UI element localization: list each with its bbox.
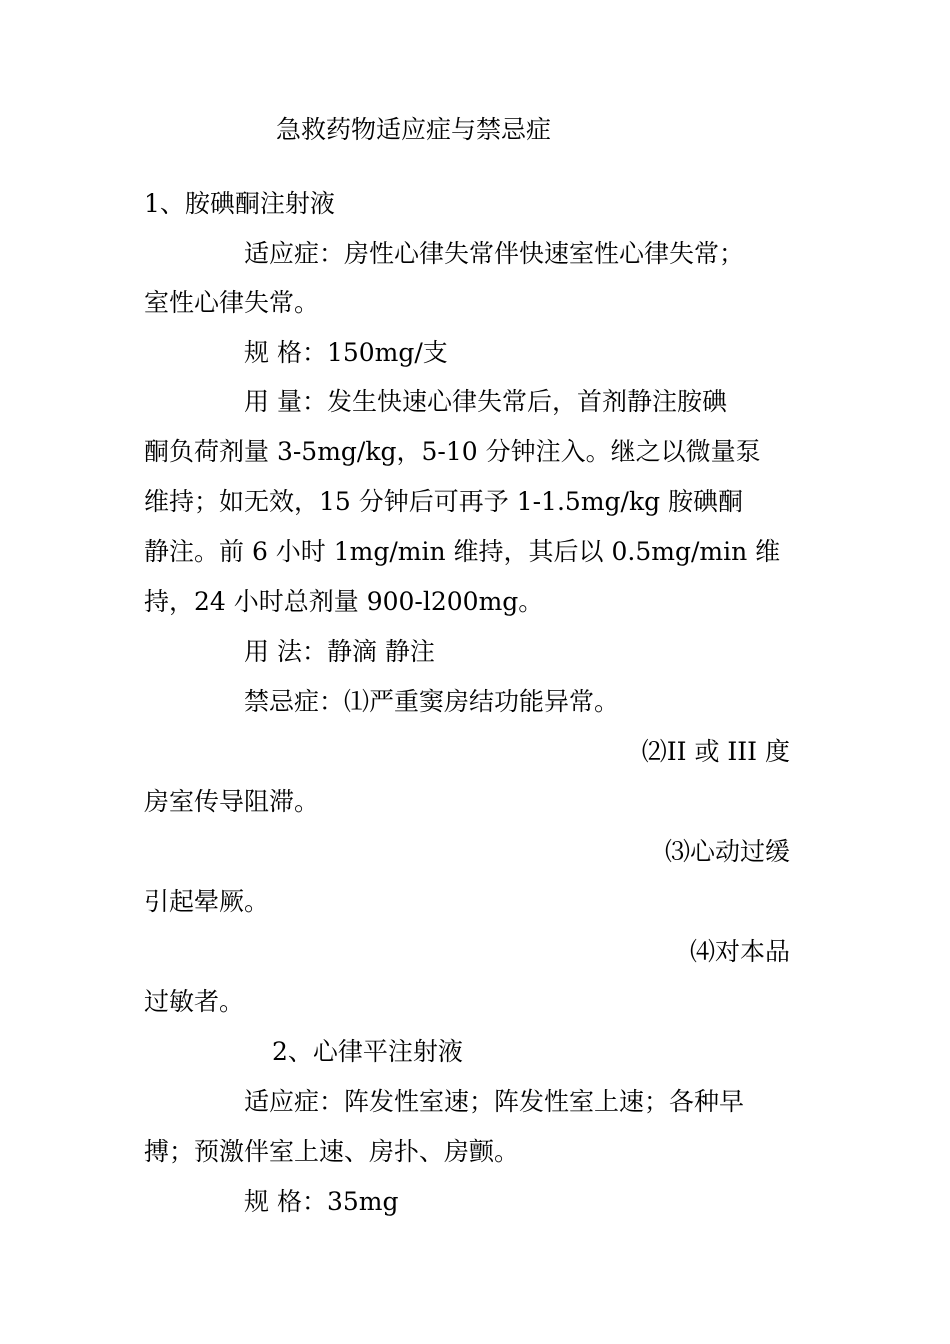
usage-line: 用 法：静滴 静注	[244, 637, 435, 666]
section-heading-propafenone: 2、心律平注射液	[272, 1037, 463, 1066]
dose-line-1: 用 量：发生快速心律失常后，首剂静注胺碘	[244, 387, 727, 416]
indication-line-1: 适应症：房性心律失常伴快速室性心律失常；	[244, 239, 745, 268]
contraindication-line-2b: 房室传导阻滞。	[144, 787, 320, 816]
contraindication-line-1: 禁忌症：⑴严重窦房结功能异常。	[244, 687, 620, 716]
contraindication-line-2a: ⑵II 或 III 度	[641, 737, 790, 766]
indication2-line-1: 适应症：阵发性室速；阵发性室上速；各种早	[244, 1087, 745, 1116]
contraindication-line-3a: ⑶心动过缓	[664, 837, 790, 866]
spec-line: 规 格：150mg/支	[244, 338, 448, 367]
dose-line-3: 维持；如无效，15 分钟后可再予 1-1.5mg/kg 胺碘酮	[144, 487, 744, 516]
dose-line-5: 持，24 小时总剂量 900-l200mg。	[144, 587, 544, 616]
contraindication-line-4a: ⑷对本品	[689, 937, 790, 966]
section-heading-amiodarone: 1、胺碘酮注射液	[144, 189, 335, 218]
spec2-line: 规 格：35mg	[244, 1187, 399, 1216]
indication-line-2: 室性心律失常。	[144, 288, 320, 317]
dose-line-4: 静注。前 6 小时 1mg/min 维持，其后以 0.5mg/min 维	[144, 537, 781, 566]
indication2-line-2: 搏；预激伴室上速、房扑、房颤。	[144, 1137, 520, 1166]
contraindication-line-4b: 过敏者。	[144, 987, 245, 1016]
dose-line-2: 酮负荷剂量 3-5mg/kg，5-10 分钟注入。继之以微量泵	[144, 437, 761, 466]
contraindication-line-3b: 引起晕厥。	[144, 887, 270, 916]
document-title: 急救药物适应症与禁忌症	[276, 115, 552, 144]
